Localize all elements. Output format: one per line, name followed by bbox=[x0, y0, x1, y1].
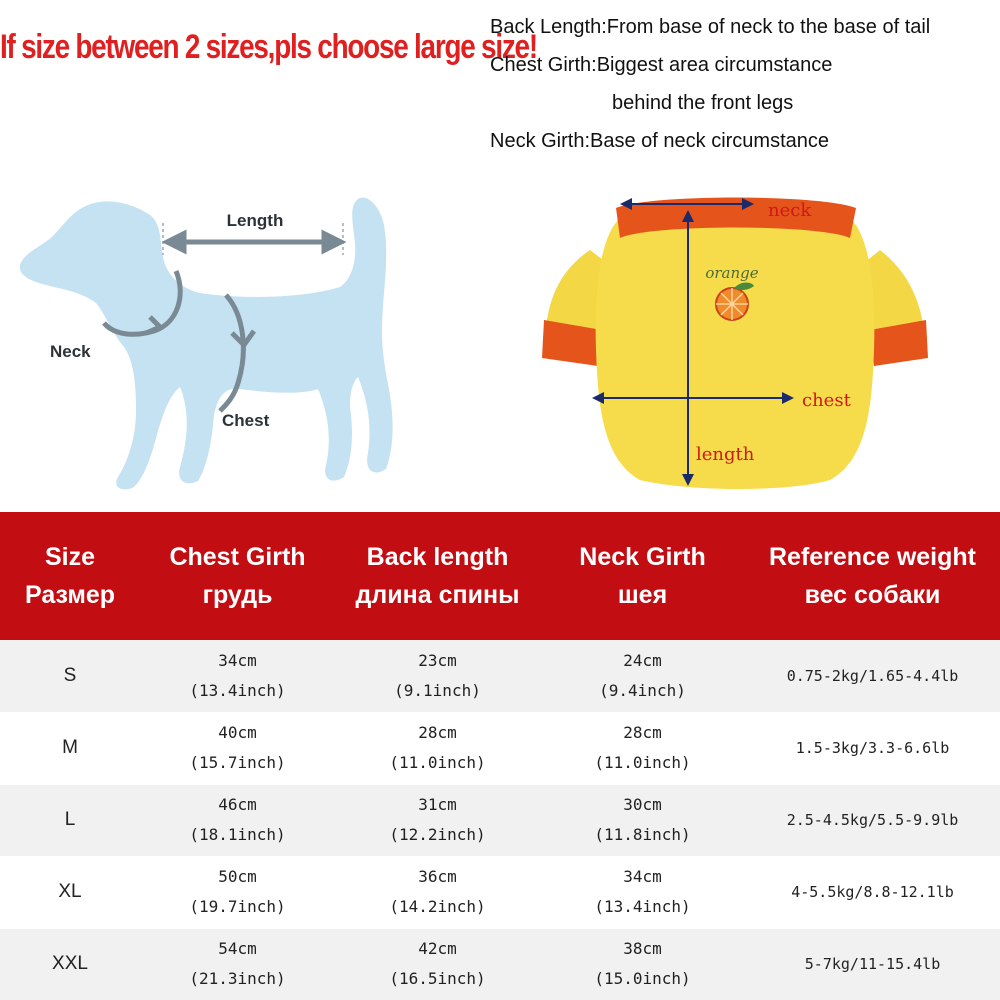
neck-girth-definition: Neck Girth:Base of neck circumstance bbox=[490, 130, 830, 152]
size-cell: XXL bbox=[0, 928, 140, 1000]
back-cell: 23cm (9.1inch) bbox=[335, 640, 540, 712]
table-row bbox=[0, 784, 1000, 856]
shirt-measurement-diagram bbox=[520, 180, 990, 510]
back-cell: 28cm (11.0inch) bbox=[335, 712, 540, 784]
weight-cell: 4-5.5kg/8.8-12.1lb bbox=[745, 856, 1000, 928]
back-cell: 31cm (12.2inch) bbox=[335, 784, 540, 856]
chest-girth-definition: Chest Girth:Biggest area circumstance bbox=[490, 54, 833, 76]
chest-cell: 34cm (13.4inch) bbox=[140, 640, 335, 712]
weight-cell: 2.5-4.5kg/5.5-9.9lb bbox=[745, 784, 1000, 856]
header-back-length: Back length длина спины bbox=[335, 512, 540, 640]
back-length-definition: Back Length:From base of neck to the base of tail bbox=[490, 16, 931, 38]
chest-cell: 50cm (19.7inch) bbox=[140, 856, 335, 928]
header-chest-girth: Chest Girth грудь bbox=[140, 512, 335, 640]
measurement-definitions bbox=[490, 8, 995, 160]
dog-chest-label: Chest bbox=[222, 411, 270, 430]
shirt-length-label: length bbox=[696, 444, 755, 465]
table-header-row bbox=[0, 512, 1000, 640]
header-reference-weight: Reference weight вес собаки bbox=[745, 512, 1000, 640]
size-chart-table bbox=[0, 512, 1000, 1000]
size-cell: L bbox=[0, 784, 140, 856]
shirt-neck-label: neck bbox=[768, 200, 812, 221]
neck-cell: 38cm (15.0inch) bbox=[540, 928, 745, 1000]
chest-cell: 40cm (15.7inch) bbox=[140, 712, 335, 784]
weight-cell: 0.75-2kg/1.65-4.4lb bbox=[745, 640, 1000, 712]
dog-measurement-diagram bbox=[0, 175, 470, 510]
table-row bbox=[0, 856, 1000, 928]
neck-cell: 34cm (13.4inch) bbox=[540, 856, 745, 928]
weight-cell: 5-7kg/11-15.4lb bbox=[745, 928, 1000, 1000]
table-row bbox=[0, 640, 1000, 712]
dog-neck-label: Neck bbox=[50, 342, 91, 361]
back-cell: 42cm (16.5inch) bbox=[335, 928, 540, 1000]
header-size: Size Размер bbox=[0, 512, 140, 640]
weight-cell: 1.5-3kg/3.3-6.6lb bbox=[745, 712, 1000, 784]
table-row bbox=[0, 712, 1000, 784]
back-cell: 36cm (14.2inch) bbox=[335, 856, 540, 928]
size-cell: M bbox=[0, 712, 140, 784]
header-neck-girth: Neck Girth шея bbox=[540, 512, 745, 640]
table-row bbox=[0, 928, 1000, 1000]
size-advice-banner: If size between 2 sizes,pls choose large size! bbox=[0, 28, 537, 66]
chest-girth-definition-continued: behind the front legs bbox=[612, 92, 794, 114]
neck-cell: 28cm (11.0inch) bbox=[540, 712, 745, 784]
size-cell: S bbox=[0, 640, 140, 712]
dog-length-label: Length bbox=[226, 211, 284, 230]
chest-cell: 46cm (18.1inch) bbox=[140, 784, 335, 856]
neck-cell: 24cm (9.4inch) bbox=[540, 640, 745, 712]
neck-cell: 30cm (11.8inch) bbox=[540, 784, 745, 856]
size-cell: XL bbox=[0, 856, 140, 928]
shirt-chest-label: chest bbox=[802, 390, 851, 411]
chest-cell: 54cm (21.3inch) bbox=[140, 928, 335, 1000]
orange-embroidery-text: orange bbox=[705, 264, 759, 282]
